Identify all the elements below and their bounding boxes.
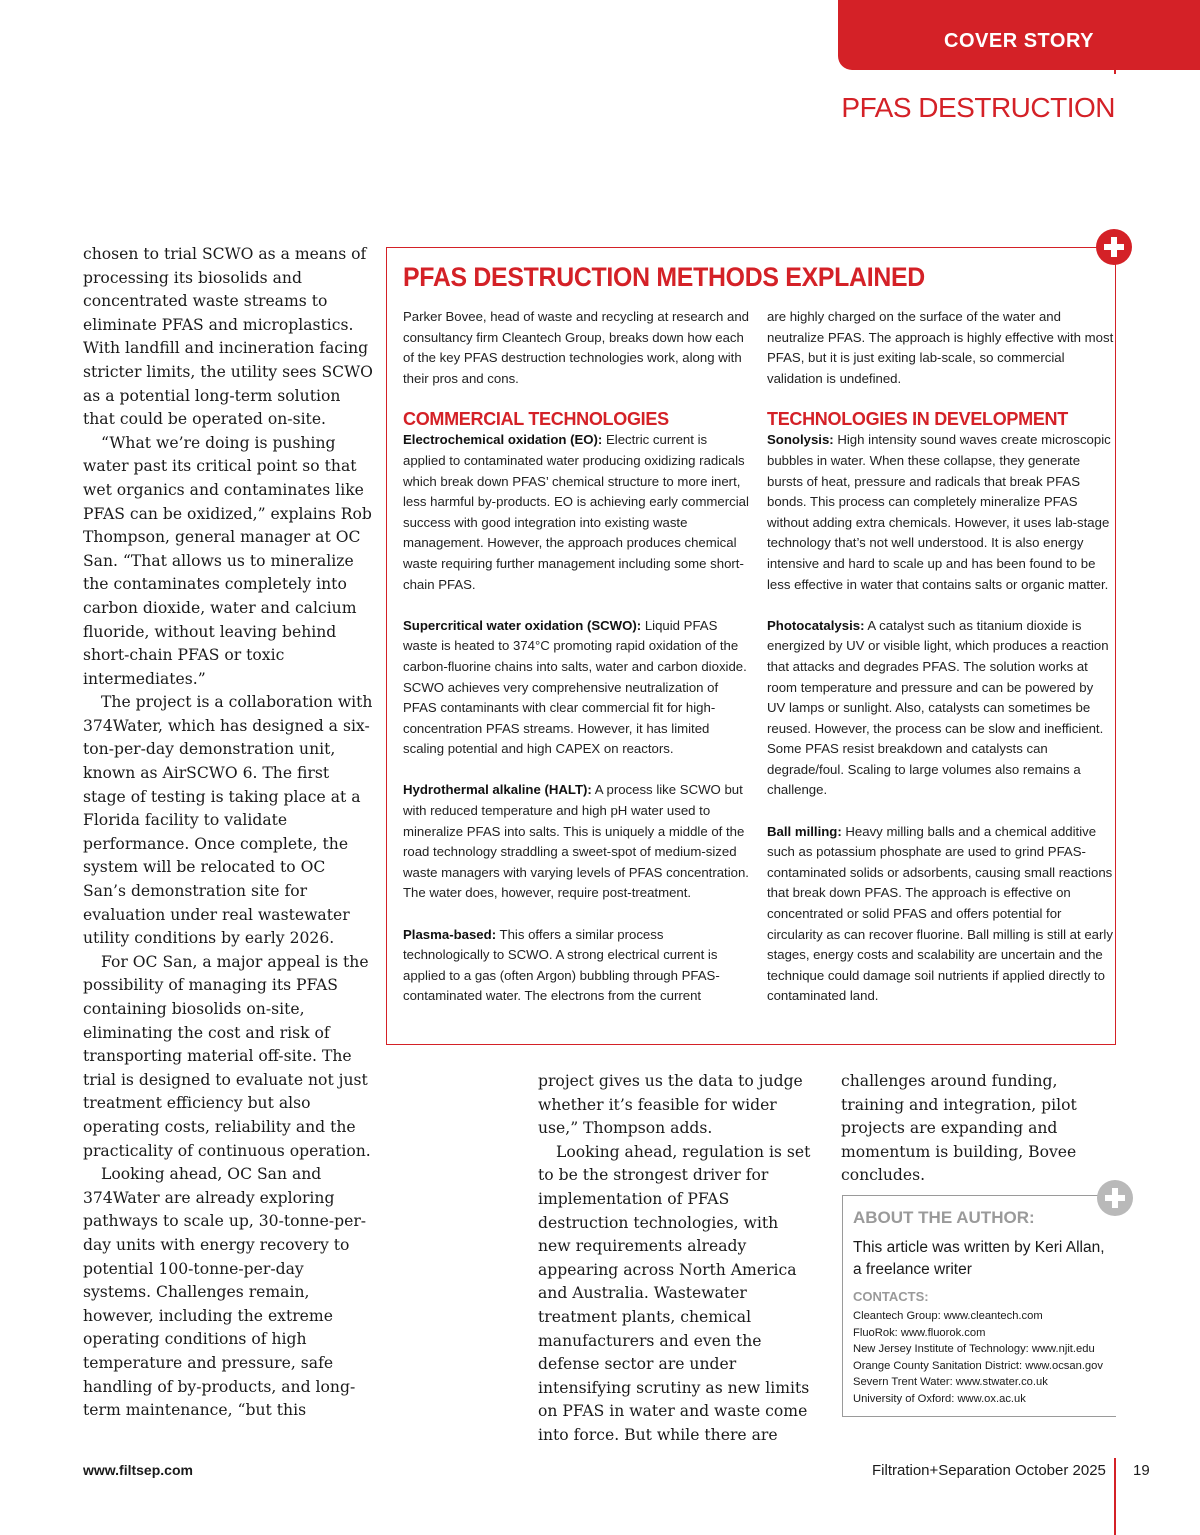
- plus-icon: [1096, 229, 1132, 265]
- tech-description: This offers a similar process technologically to SCWO. A strong electrical current is applied to a gas (often Argon) bubbling through PFAS-contaminated water. The electrons from the current: [403, 926, 720, 1004]
- tech-term: Hydrothermal alkaline (HALT):: [403, 782, 592, 798]
- footer-website: www.filtsep.com: [83, 1462, 193, 1478]
- tech-entry: [767, 616, 1115, 801]
- cover-story-tab: [838, 0, 1200, 70]
- footer-publication: Filtration+Separation October 2025: [872, 1462, 1106, 1479]
- contacts-heading: CONTACTS:: [853, 1289, 929, 1304]
- paragraph: Looking ahead, OC San and 374Water are already exploring pathways to scale up, 30-tonne-per-day units with energy recovery to potential 100-tonne-per-day systems. Challenges remain, however, including the extreme operating conditions of high temperature and pressure, safe handling of by-products, and long-term maintenance, “but this: [83, 1165, 367, 1420]
- sidebar-box: [386, 247, 1116, 1045]
- tech-term: Sonolysis:: [767, 432, 834, 448]
- sidebar-title: PFAS DESTRUCTION METHODS EXPLAINED: [403, 262, 925, 292]
- paragraph: chosen to trial SCWO as a means of processing its biosolids and concentrated waste streams to eliminate PFAS and microplastics. With landfill and incineration facing stricter limits, the utility sees SCWO as a potential long-term solution that could be operated on-site.: [83, 245, 373, 429]
- header-rule: [1114, 70, 1116, 74]
- contact-item: New Jersey Institute of Technology: www.njit.edu: [853, 1343, 1095, 1355]
- tech-description: Liquid PFAS waste is heated to 374°C promoting rapid oxidation of the carbon-fluorine chains into salts, water and carbon dioxide. SCWO achieves very comprehensive neutralization of PFAS contaminants with clear commercial fit for high-concentration PFAS streams. However, it has limited scaling potential and high CAPEX on reactors.: [403, 617, 747, 757]
- paragraph: project gives us the data to judge whether it’s feasible for wider use,” Thompson adds.: [538, 1072, 803, 1138]
- page-number: 19: [1133, 1462, 1150, 1479]
- footer-divider: [1114, 1458, 1116, 1535]
- plasma-continuation: are highly charged on the surface of the water and neutralize PFAS. The approach is highly effective with most PFAS, but it is just exiting lab-scale, so commercial validation is undefined.: [767, 309, 1114, 386]
- tech-entry: [403, 616, 751, 760]
- commercial-heading: COMMERCIAL TECHNOLOGIES: [403, 409, 669, 430]
- plus-icon: [1097, 1180, 1133, 1216]
- paragraph: For OC San, a major appeal is the possibility of managing its PFAS containing biosolids on-site, eliminating the cost and risk of transporting material off-site. The trial is designed to evaluate not just treatment efficiency but also operating costs, reliability and the practicality of continuous operation.: [83, 952, 371, 1160]
- paragraph: The project is a collaboration with 374Water, which has designed a six-ton-per-day demonstration unit, known as AirSCWO 6. The first stage of testing is taking place at a Florida facility to validate performance. Once complete, the system will be relocated to OC San’s demonstration site for evaluation under real wastewater utility conditions by early 2026.: [83, 693, 373, 948]
- contact-item: University of Oxford: www.ox.ac.uk: [853, 1392, 1026, 1405]
- sidebar-column-right: [767, 307, 1115, 1028]
- contact-item: FluoRok: www.fluorok.com: [853, 1326, 986, 1339]
- author-credit: This article was written by Keri Allan, a freelance writer: [853, 1239, 1105, 1278]
- tech-entry: [403, 925, 751, 1007]
- tech-entry: [403, 780, 751, 904]
- author-heading: ABOUT THE AUTHOR:: [853, 1208, 1035, 1227]
- tech-term: Ball milling:: [767, 823, 842, 839]
- paragraph: “What we’re doing is pushing water past its critical point so that wet organics and contaminates like PFAS can be oxidized,” explains Rob Thompson, general manager at OC San. “That allows us to mineralize the contaminates completely into carbon dioxide, water and calcium fluoride, without leaving behind short-chain PFAS or toxic intermediates.”: [83, 433, 372, 688]
- contact-item: Severn Trent Water: www.stwater.co.uk: [853, 1376, 1048, 1388]
- development-heading: TECHNOLOGIES IN DEVELOPMENT: [767, 409, 1068, 430]
- article-column-middle: [538, 1070, 813, 1448]
- tech-entry: [767, 822, 1115, 1007]
- paragraph: Looking ahead, regulation is set to be the strongest driver for implementation of PFAS destruction technologies, with new requirements already appearing across North America and Australia. Wastewater treatment plants, chemical manufacturers and even the defense sector are under intensifying scrutiny as new limits on PFAS in water and waste come into force. But while there are: [538, 1142, 811, 1444]
- tech-entry: [403, 430, 751, 595]
- sidebar-intro: Parker Bovee, head of waste and recycling at research and consultancy firm Cleantech Group, breaks down how each of the key PFAS destruction technologies work, along with their pros and cons.: [403, 309, 750, 386]
- tech-description: A process like SCWO but with reduced temperature and high pH water used to mineralize PFAS into salts. This is uniquely a middle of the road technology straddling a sweet-spot of medium-sized waste managers with varying levels of PFAS concentration. The water does, however, require post-treatment.: [403, 782, 749, 901]
- article-column-left: [83, 243, 373, 1423]
- contacts-list: [853, 1308, 1115, 1407]
- tab-label: COVER STORY: [944, 30, 1094, 52]
- tech-term: Supercritical water oxidation (SCWO):: [403, 617, 642, 633]
- tech-description: High intensity sound waves create microscopic bubbles in water. When these collapse, they generate bursts of heat, pressure and radicals that break PFAS bonds. This process can completely mineralize PFAS without adding extra chemicals. However, it uses lab-stage technology that’s not well understood. It is also energy intensive and hard to scale up and has been found to be less effective in water that contains salts or organic matter.: [767, 432, 1111, 592]
- paragraph: challenges around funding, training and integration, pilot projects are expanding and momentum is building, Bovee concludes.: [841, 1072, 1077, 1185]
- article-column-right: [841, 1070, 1116, 1188]
- tech-entry: [767, 430, 1115, 595]
- tech-term: Electrochemical oxidation (EO):: [403, 432, 603, 448]
- tech-description: A catalyst such as titanium dioxide is energized by UV or visible light, which produces a reaction that attacks and degrades PFAS. The solution works at room temperature and pressure and can be powered by UV lamps or sunlight. Also, catalysts can sometimes be reused. However, the process can be slow and inefficient. Some PFAS resist breakdown and catalysts can degrade/foul. Scaling to large volumes also remains a challenge.: [767, 617, 1109, 798]
- sidebar-column-left: [403, 307, 751, 1028]
- about-author-box: [842, 1195, 1116, 1417]
- section-title: PFAS DESTRUCTION: [841, 92, 1115, 123]
- contact-item: Cleantech Group: www.cleantech.com: [853, 1310, 1043, 1322]
- tech-term: Photocatalysis:: [767, 617, 865, 633]
- contact-item: Orange County Sanitation District: www.ocsan.gov: [853, 1359, 1103, 1372]
- tech-description: Electric current is applied to contaminated water producing oxidizing radicals which break down PFAS’ chemical structure to more inert, less harmful by-products. EO is achieving early commercial success with good integration into existing waste management. However, the approach produces chemical waste requiring further management including some short-chain PFAS.: [403, 432, 749, 592]
- tech-description: Heavy milling balls and a chemical additive such as potassium phosphate are used to grind PFAS-contaminated solids or adsorbents, causing small reactions that break down PFAS. The approach is effective on concentrated or solid PFAS and offers potential for circularity as can recover fluorine. Ball milling is still at early stages, energy costs and scalability are uncertain and the technique could damage soil nutrients if applied directly to contaminated land.: [767, 823, 1113, 1004]
- tech-term: Plasma-based:: [403, 926, 497, 942]
